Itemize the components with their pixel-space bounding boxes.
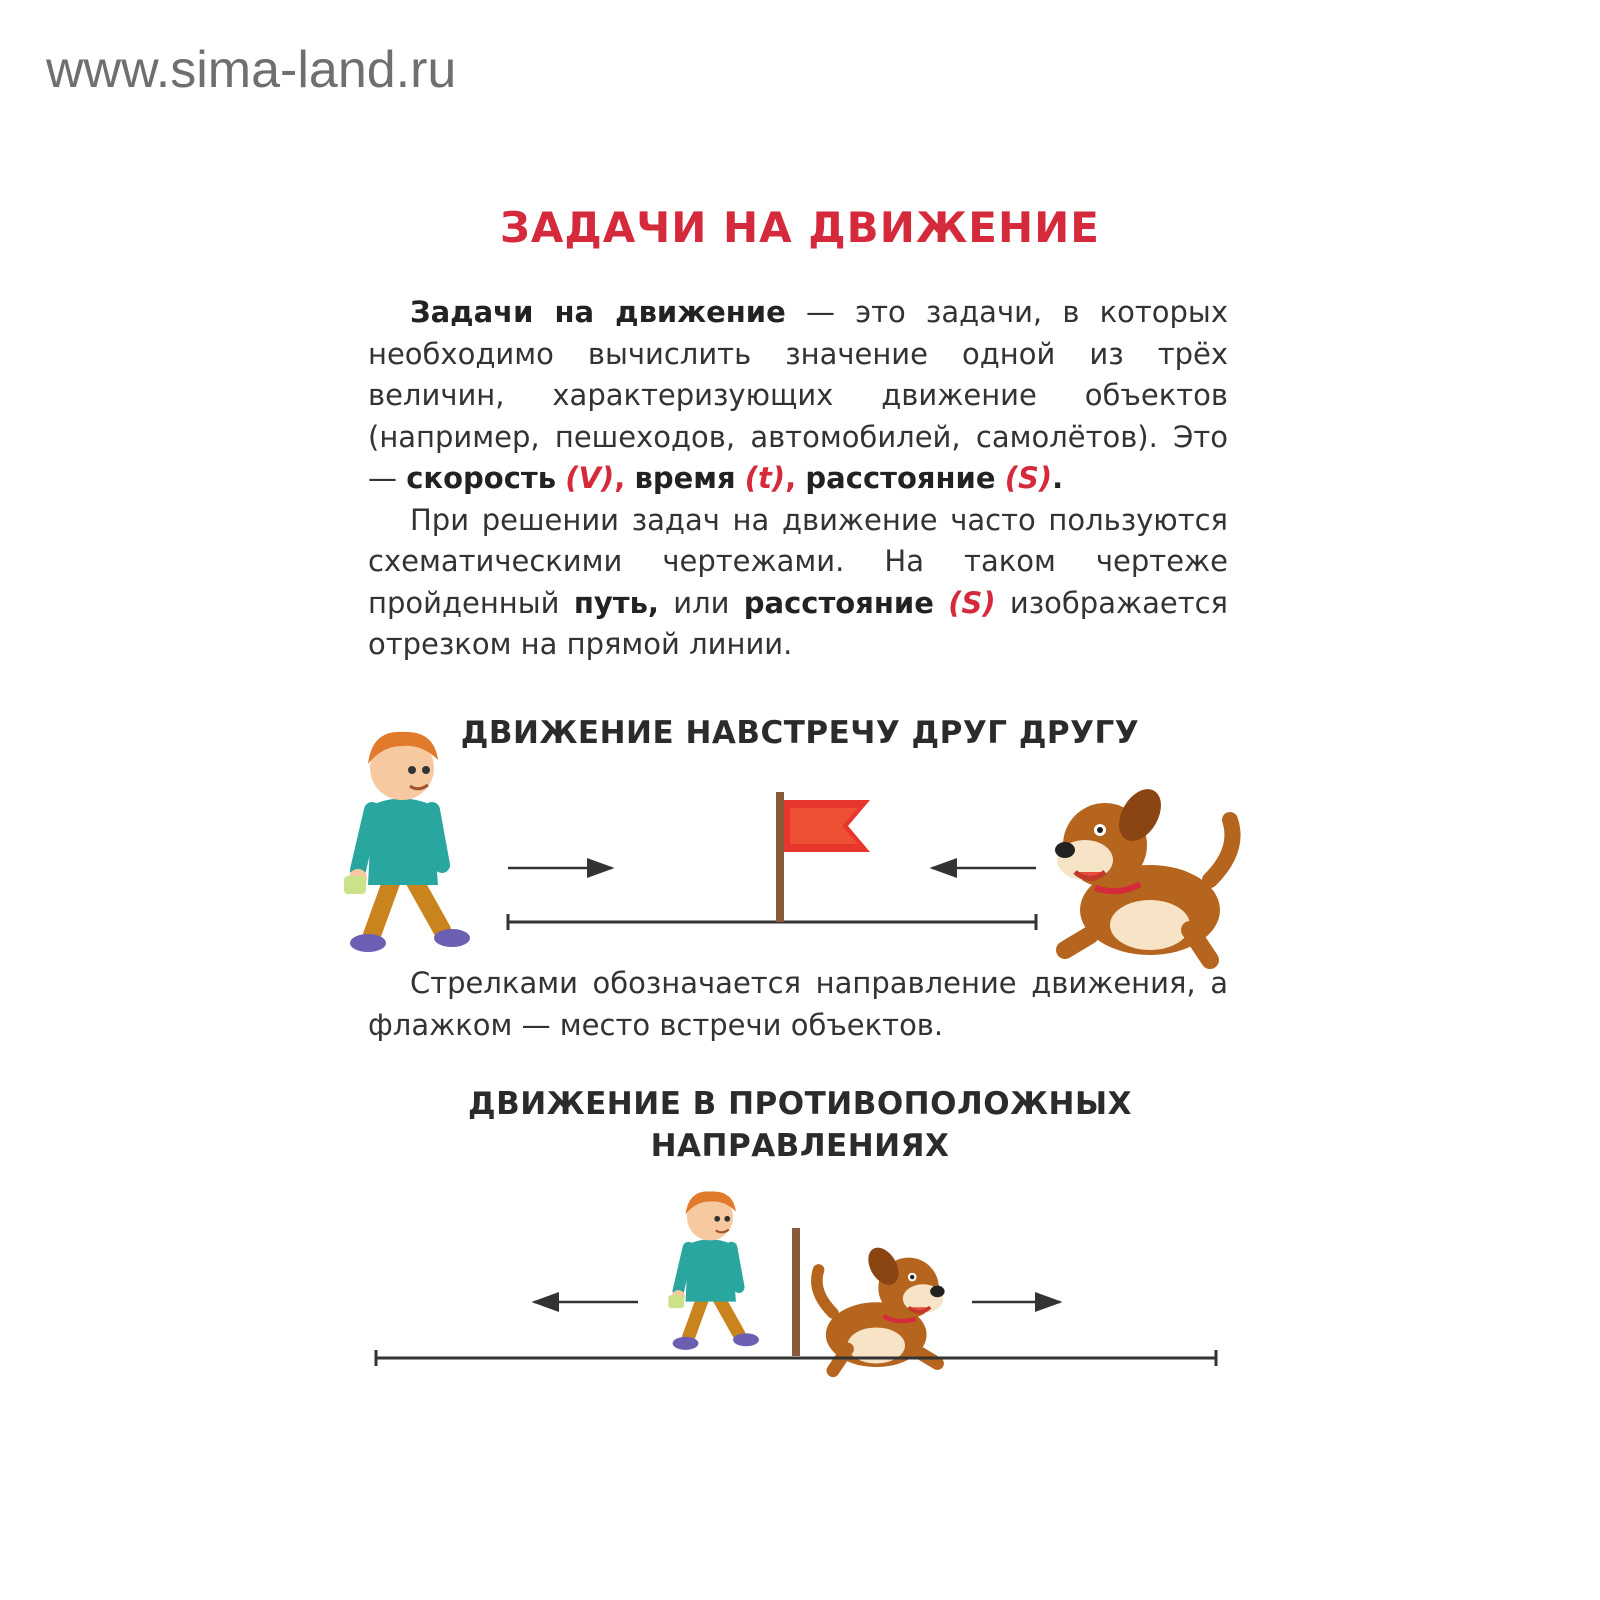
dog-figure bbox=[1055, 782, 1233, 960]
flag-icon bbox=[776, 792, 870, 922]
speed-label: скорость bbox=[406, 461, 557, 495]
path-label: путь, bbox=[573, 585, 659, 620]
schema-text-3: изображается отрезком на прямой линии. bbox=[368, 585, 1228, 661]
schema-text-2: или bbox=[658, 585, 744, 620]
time-label: время bbox=[634, 461, 736, 495]
toward-caption: Стрелками обозначается направление движения, а флажком — место встречи объектов. bbox=[368, 966, 1228, 1042]
boy-figure bbox=[344, 732, 470, 952]
toward-scene bbox=[344, 732, 1233, 960]
opposite-heading-line2: НАПРАВЛЕНИЯХ bbox=[650, 1128, 950, 1164]
opposite-scene bbox=[376, 1191, 1216, 1370]
schema-text-1: При решении задач на движение часто пользуются схематическими чертежами. На таком чертеже пройденный bbox=[368, 502, 1228, 620]
page-title: ЗАДАЧИ НА ДВИЖЕНИЕ bbox=[500, 203, 1100, 252]
site-watermark: www.sima-land.ru bbox=[46, 41, 457, 99]
distance-symbol: (S) bbox=[1004, 461, 1053, 495]
schema-distance-symbol: (S) bbox=[948, 585, 996, 620]
distance-label: расстояние bbox=[805, 461, 996, 495]
intro-paragraph: Задачи на движение — это задачи, в которых необходимо вычислить значение одной из трёх величин, характеризующих движение объектов (например, пешеходов, автомобилей, самолётов). Это — скорость (V), время (t), расстояние (S). При решении задач на движение часто пользуются схематическими чертежами. На таком чертеже пройденный путь, или расстояние (S) изображается отрезком на прямой линии. bbox=[368, 295, 1228, 661]
boy-figure-2 bbox=[668, 1191, 759, 1349]
time-symbol: (t) bbox=[744, 461, 786, 495]
schema-distance-label: расстояние bbox=[743, 585, 934, 620]
opposite-heading-line1: ДВИЖЕНИЕ В ПРОТИВОПОЛОЖНЫХ bbox=[468, 1086, 1132, 1122]
dog-figure-2 bbox=[817, 1242, 945, 1370]
start-pole bbox=[792, 1228, 800, 1356]
definition-text: — это задачи, в которых необходимо вычислить значение одной из трёх величин, характеризующих движение объектов (например, пешеходов, автомобилей, самолётов). Это — bbox=[368, 295, 1228, 495]
speed-symbol: (V) bbox=[565, 461, 615, 495]
term-label: Задачи на движение bbox=[410, 295, 786, 329]
toward-heading: ДВИЖЕНИЕ НАВСТРЕЧУ ДРУГ ДРУГУ bbox=[460, 715, 1140, 751]
